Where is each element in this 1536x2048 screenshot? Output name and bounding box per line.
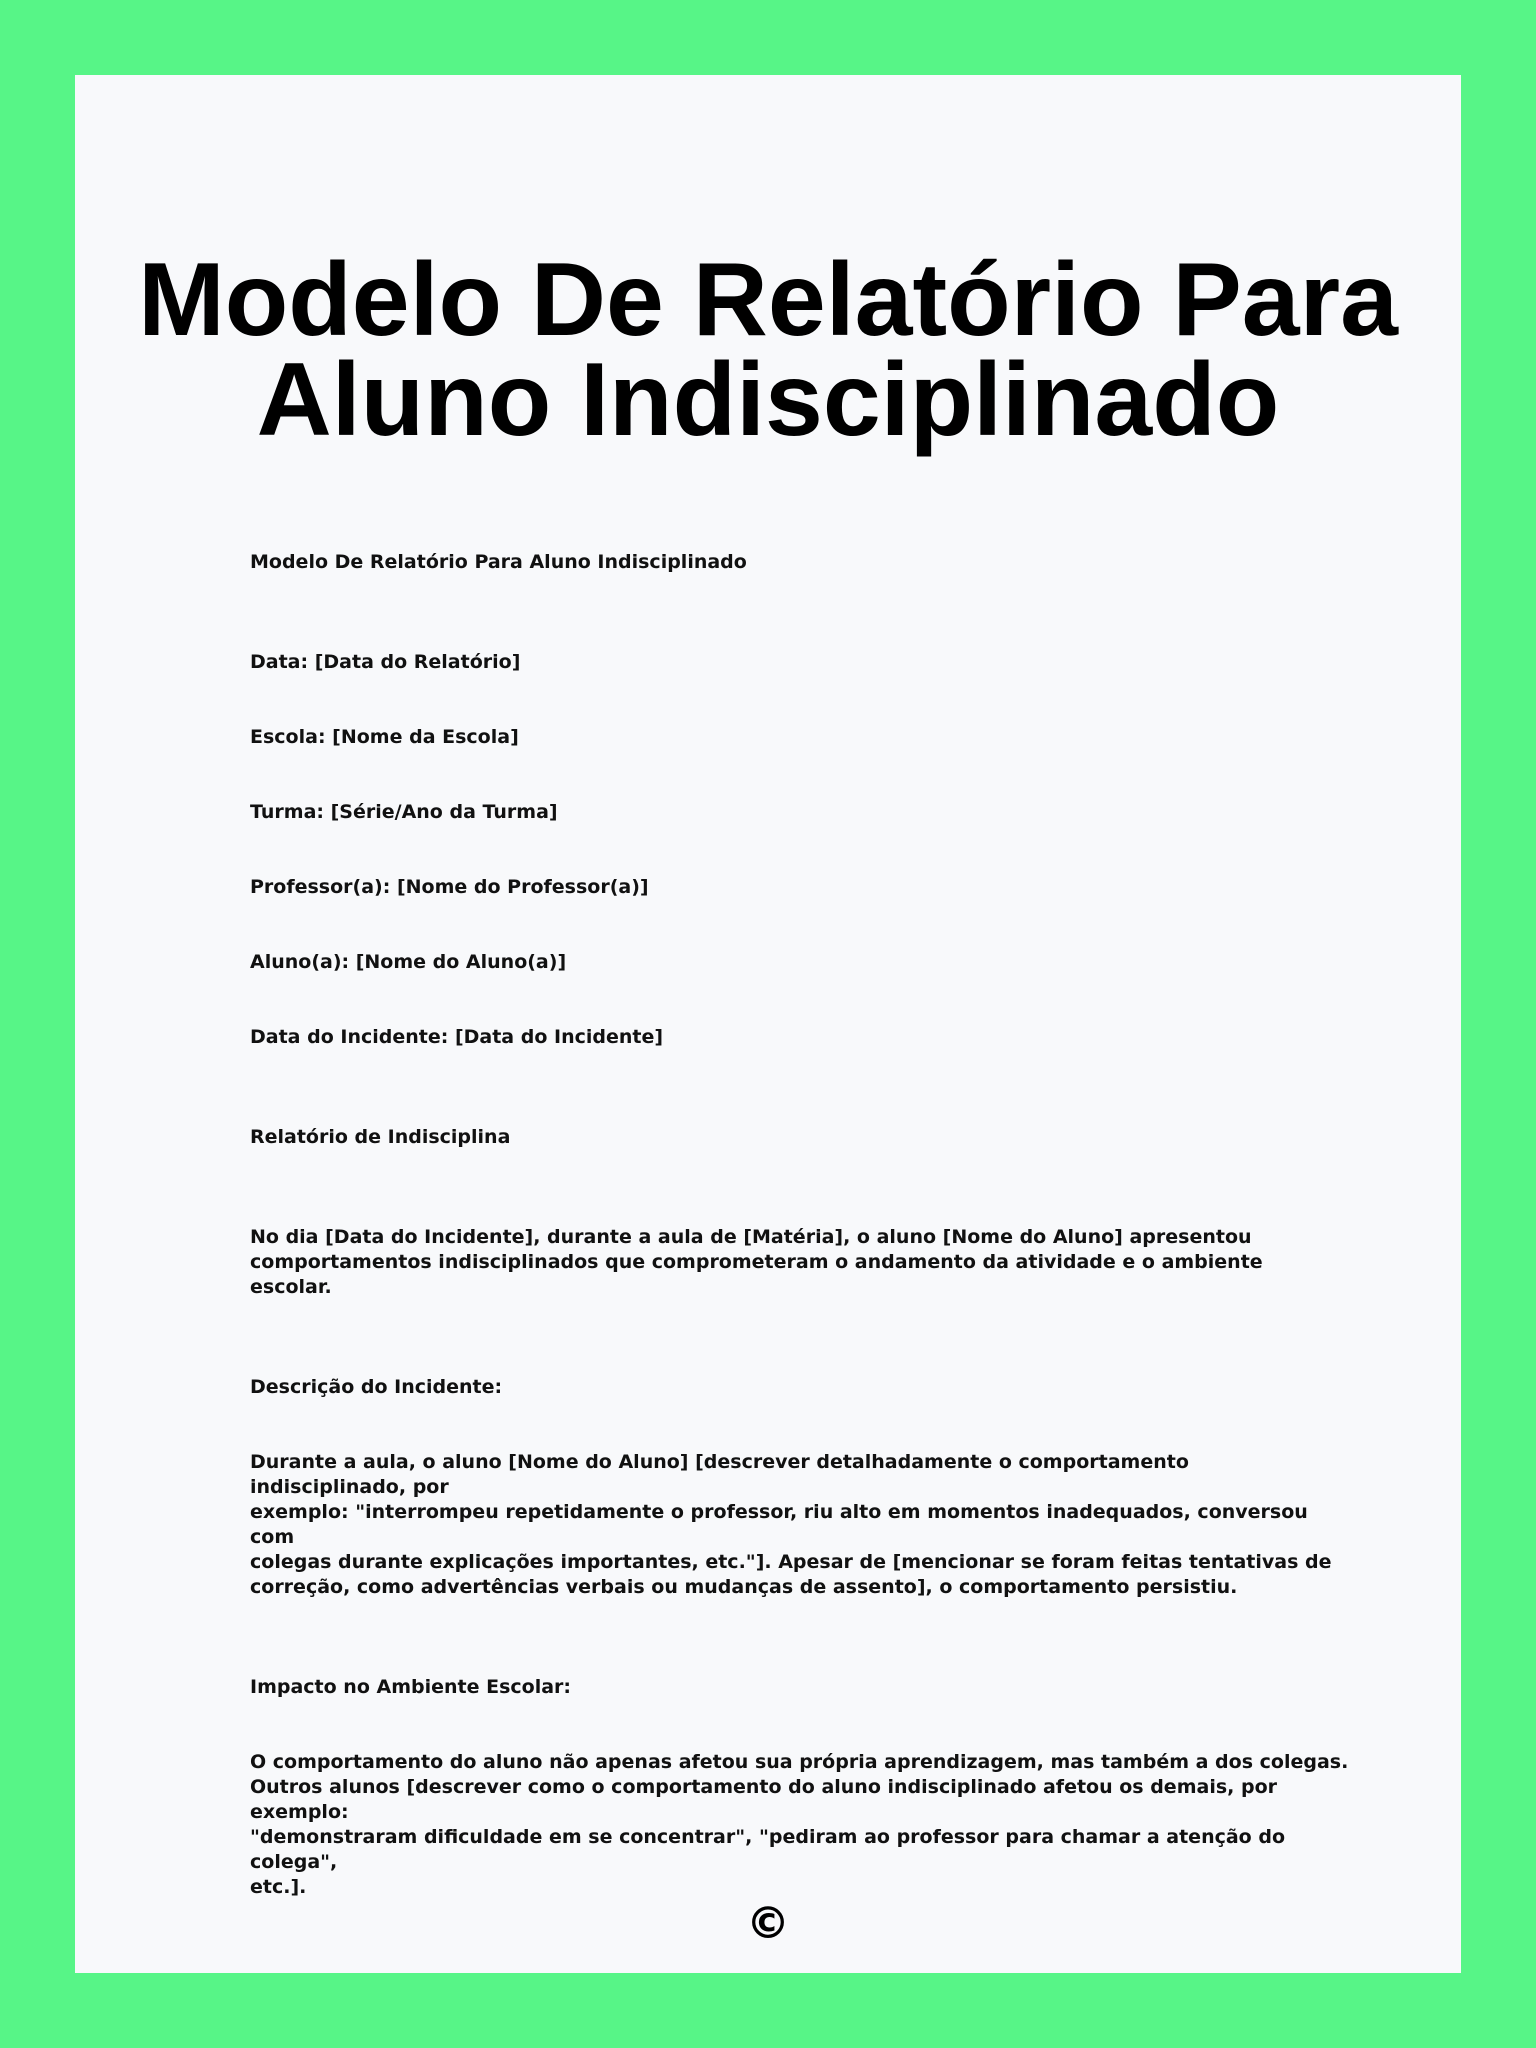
- field-school: Escola: [Nome da Escola]: [250, 726, 519, 748]
- impact-paragraph: [250, 1750, 1350, 1900]
- field-teacher: Professor(a): [Nome do Professor(a)]: [250, 876, 649, 898]
- page-title: [75, 242, 1461, 458]
- description-heading: Descrição do Incidente:: [250, 1376, 503, 1398]
- report-heading: Relatório de Indisciplina: [250, 1126, 511, 1148]
- field-student: Aluno(a): [Nome do Aluno(a)]: [250, 951, 567, 973]
- document-heading: Modelo De Relatório Para Aluno Indisciplinado: [250, 551, 747, 573]
- title-line-1: Modelo De Relatório Para: [138, 242, 1398, 358]
- field-incident-date: Data do Incidente: [Data do Incidente]: [250, 1026, 664, 1048]
- intro-paragraph: [250, 1225, 1350, 1300]
- field-class: Turma: [Série/Ano da Turma]: [250, 801, 558, 823]
- description-line: Durante a aula, o aluno [Nome do Aluno] [descrever detalhadamente o comportamento indisciplinado, por: [250, 1451, 1189, 1498]
- description-line: exemplo: "interrompeu repetidamente o professor, riu alto em momentos inadequados, conversou com: [250, 1501, 1308, 1548]
- impact-line: "demonstraram dificuldade em se concentrar", "pediram ao professor para chamar a atenção do colega",: [250, 1826, 1285, 1873]
- document-body: [250, 550, 1350, 1900]
- intro-line: comportamentos indisciplinados que comprometeram o andamento da atividade e o ambiente escolar.: [250, 1251, 1263, 1298]
- impact-line: Outros alunos [descrever como o comportamento do aluno indisciplinado afetou os demais, por exemplo:: [250, 1776, 1277, 1823]
- description-line: correção, como advertências verbais ou mudanças de assento], o comportamento persistiu.: [250, 1576, 1238, 1598]
- title-line-2: Aluno Indisciplinado: [256, 342, 1280, 458]
- field-date: Data: [Data do Relatório]: [250, 651, 521, 673]
- document-page: [75, 75, 1461, 1973]
- copyright-icon: ©: [746, 1898, 790, 1949]
- description-paragraph: [250, 1450, 1350, 1600]
- impact-heading: Impacto no Ambiente Escolar:: [250, 1676, 572, 1698]
- impact-line: O comportamento do aluno não apenas afetou sua própria aprendizagem, mas também a dos colegas.: [250, 1751, 1349, 1773]
- intro-line: No dia [Data do Incidente], durante a aula de [Matéria], o aluno [Nome do Aluno] apresentou: [250, 1226, 1252, 1248]
- description-line: colegas durante explicações importantes, etc."]. Apesar de [mencionar se foram feitas tentativas de: [250, 1551, 1332, 1573]
- impact-line: etc.].: [250, 1876, 307, 1898]
